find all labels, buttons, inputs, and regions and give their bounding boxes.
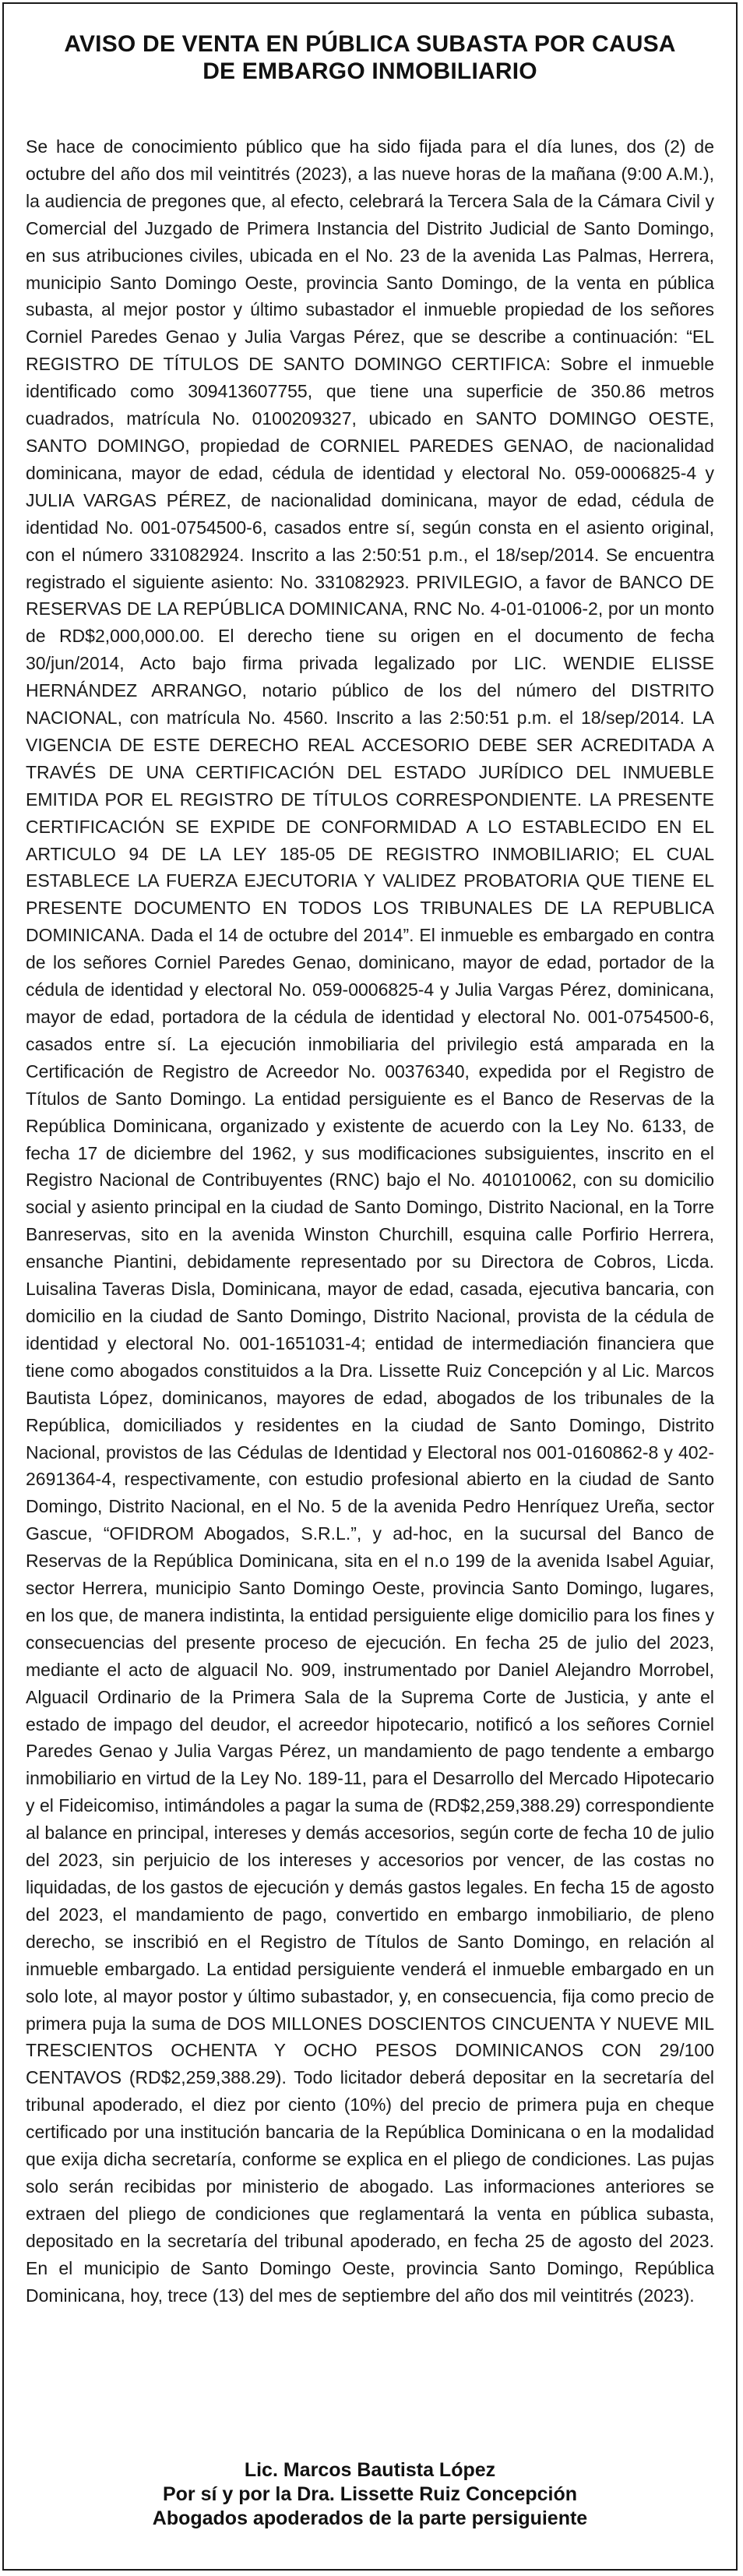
signature-on-behalf: Por sí y por la Dra. Lissette Ruiz Concepción xyxy=(162,2483,578,2505)
notice-title-line-1: AVISO DE VENTA EN PÚBLICA SUBASTA POR CAUSA xyxy=(64,31,676,57)
signature-name: Lic. Marcos Bautista López xyxy=(244,2459,496,2481)
notice-title-line-2: DE EMBARGO INMOBILIARIO xyxy=(202,58,537,84)
signature-block xyxy=(4,2458,736,2531)
notice-body: Se hace de conocimiento público que ha sido fijada para el día lunes, dos (2) de octubre del año dos mil veintitrés (2023), a las nueve horas de la mañana (9:00 A.M.), la audiencia de pregones que, al efecto, celebrará la Tercera Sala de la Cámara Civil y Comercial del Juzgado de Primera Instancia del Distrito Judicial de Santo Domingo, en sus atribuciones civiles, ubicada en el No. 23 de la avenida Las Palmas, Herrera, municipio Santo Domingo Oeste, provincia Santo Domingo, de la venta en pública subasta, al mejor postor y último subastador el inmueble propiedad de los señores Corniel Paredes Genao y Julia Vargas Pérez, que se describe a continuación: “EL REGISTRO DE TÍTULOS DE SANTO DOMINGO CERTIFICA: Sobre el inmueble identificado como 309413607755, que tiene una superficie de 350.86 metros cuadrados, matrícula No. 0100209327, ubicado en SANTO DOMINGO OESTE, SANTO DOMINGO, propiedad de CORNIEL PAREDES GENAO, de nacionalidad dominicana, mayor de edad, cédula de identidad y electoral No. 059-0006825-4 y JULIA VARGAS PÉREZ, de nacionalidad dominicana, mayor de edad, cédula de identidad No. 001-0754500-6, casados entre sí, según consta en el asiento original, con el número 331082924. Inscrito a las 2:50:51 p.m., el 18/sep/2014. Se encuentra registrado el siguiente asiento: No. 331082923. PRIVILEGIO, a favor de BANCO DE RESERVAS DE LA REPÚBLICA DOMINICANA, RNC No. 4-01-01006-2, por un monto de RD$2,000,000.00. El derecho tiene su origen en el documento de fecha 30/jun/2014, Acto bajo firma privada legalizado por LIC. WENDIE ELISSE HERNÁNDEZ ARRANGO, notario público de los del número del DISTRITO NACIONAL, con matrícula No. 4560. Inscrito a las 2:50:51 p.m. el 18/sep/2014. LA VIGENCIA DE ESTE DERECHO REAL ACCESORIO DEBE SER ACREDITADA A TRAVÉS DE UNA CERTIFICACIÓN DEL ESTADO JURÍDICO DEL INMUEBLE EMITIDA POR EL REGISTRO DE TÍTULOS CORRESPONDIENTE. LA PRESENTE CERTIFICACIÓN SE EXPIDE DE CONFORMIDAD A LO ESTABLECIDO EN EL ARTICULO 94 DE LA LEY 185-05 DE REGISTRO INMOBILIARIO; EL CUAL ESTABLECE LA FUERZA EJECUTORIA Y VALIDEZ PROBATORIA QUE TIENE EL PRESENTE DOCUMENTO EN TODOS LOS TRIBUNALES DE LA REPUBLICA DOMINICANA. Dada el 14 de octubre del 2014”. El inmueble es embargado en contra de los señores Corniel Paredes Genao, dominicano, mayor de edad, portador de la cédula de identidad y electoral No. 059-0006825-4 y Julia Vargas Pérez, dominicana, mayor de edad, portadora de la cédula de identidad y electoral No. 001-0754500-6, casados entre sí. La ejecución inmobiliaria del privilegio está amparada en la Certificación de Registro de Acreedor No. 00376340, expedida por el Registro de Títulos de Santo Domingo. La entidad persiguiente es el Banco de Reservas de la República Dominicana, organizado y existente de acuerdo con la Ley No. 6133, de fecha 17 de diciembre del 1962, y sus modificaciones subsiguientes, inscrito en el Registro Nacional de Contribuyentes (RNC) bajo el No. 401010062, con su domicilio social y asiento principal en la ciudad de Santo Domingo, Distrito Nacional, en la Torre Banreservas, sito en la avenida Winston Churchill, esquina calle Porfirio Herrera, ensanche Piantini, debidamente representado por su Directora de Cobros, Licda. Luisalina Taveras Disla, Dominicana, mayor de edad, casada, ejecutiva bancaria, con domicilio en la ciudad de Santo Domingo, Distrito Nacional, provista de la cédula de identidad y electoral No. 001-1651031-4; entidad de intermediación financiera que tiene como abogados constituidos a la Dra. Lissette Ruiz Concepción y al Lic. Marcos Bautista López, dominicanos, mayores de edad, abogados de los tribunales de la República, domiciliados y residentes en la ciudad de Santo Domingo, Distrito Nacional, provistos de las Cédulas de Identidad y Electoral nos 001-0160862-8 y 402-2691364-4, respectivamente, con estudio profesional abierto en la ciudad de Santo Domingo, Distrito Nacional, en el No. 5 de la avenida Pedro Henríquez Ureña, sector Gascue, “OFIDROM Abogados, S.R.L.”, y ad-hoc, en la sucursal del Banco de Reservas de la República Dominicana, sita en el n.o 199 de la avenida Isabel Aguiar, sector Herrera, municipio Santo Domingo Oeste, provincia Santo Domingo, lugares, en los que, de manera indistinta, la entidad persiguiente elige domicilio para los fines y consecuencias del presente proceso de ejecución. En fecha 25 de julio del 2023, mediante el acto de alguacil No. 909, instrumentado por Daniel Alejandro Morrobel, Alguacil Ordinario de la Primera Sala de la Suprema Corte de Justicia, y ante el estado de impago del deudor, el acreedor hipotecario, notificó a los señores Corniel Paredes Genao y Julia Vargas Pérez, un mandamiento de pago tendente a embargo inmobiliario en virtud de la Ley No. 189-11, para el Desarrollo del Mercado Hipotecario y el Fideicomiso, intimándoles a pagar la suma de (RD$2,259,388.29) correspondiente al balance en principal, intereses y demás accesorios, según corte de fecha 10 de julio del 2023, sin perjuicio de los intereses y accesorios por vencer, de las costas no liquidadas, de los gastos de ejecución y demás gastos legales. En fecha 15 de agosto del 2023, el mandamiento de pago, convertido en embargo inmobiliario, de pleno derecho, se inscribió en el Registro de Títulos de Santo Domingo, en relación al inmueble embargado. La entidad persiguiente venderá el inmueble embargado en un solo lote, al mayor postor y último subastador, y, en consecuencia, fija como precio de primera puja la suma de DOS MILLONES DOSCIENTOS CINCUENTA Y NUEVE MIL TRESCIENTOS OCHENTA Y OCHO PESOS DOMINICANOS CON 29/100 CENTAVOS (RD$2,259,388.29). Todo licitador deberá depositar en la secretaría del tribunal apoderado, el diez por ciento (10%) del precio de primera puja en cheque certificado por una institución bancaria de la República Dominicana o en la modalidad que exija dicha secretaría, conforme se explica en el pliego de condiciones. Las pujas solo serán recibidas por ministerio de abogado. Las informaciones anteriores se extraen del pliego de condiciones que reglamentará la venta en pública subasta, depositado en la secretaría del tribunal apoderado, en fecha 25 de agosto del 2023. En el municipio de Santo Domingo Oeste, provincia Santo Domingo, República Dominicana, hoy, trece (13) del mes de septiembre del año dos mil veintitrés (2023). xyxy=(26,136,714,2306)
notice-frame xyxy=(2,2,738,2571)
signature-role: Abogados apoderados de la parte persiguiente xyxy=(152,2507,588,2529)
notice-title xyxy=(35,30,705,85)
